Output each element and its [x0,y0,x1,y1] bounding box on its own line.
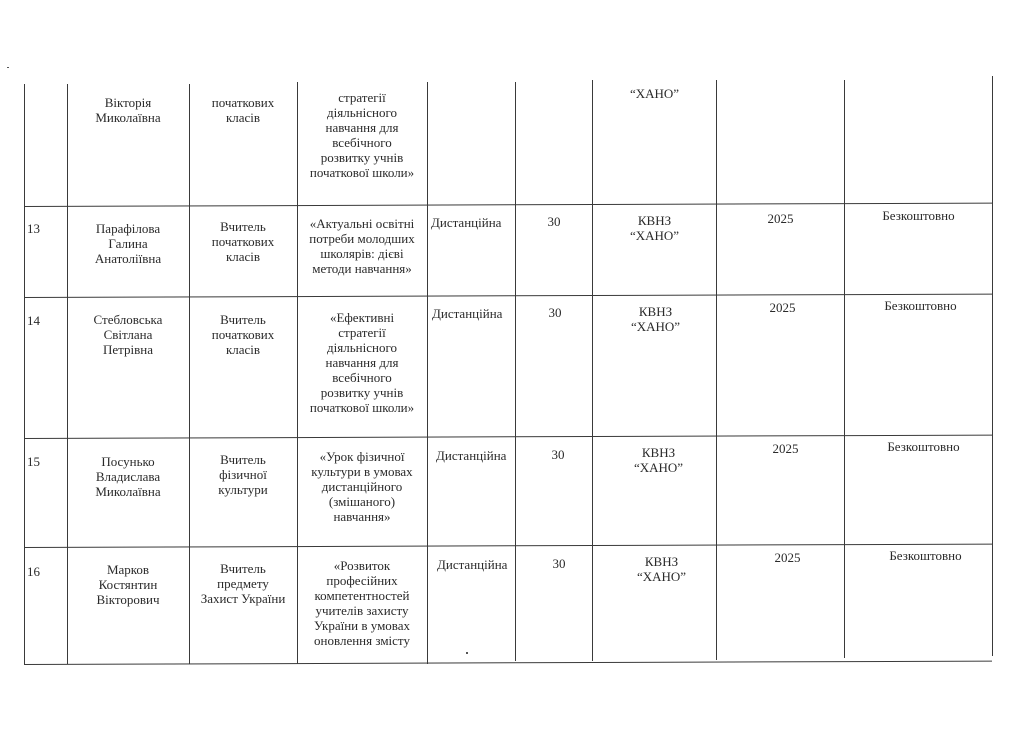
table-cell-name: Посунько Владислава Миколаївна [95,454,161,499]
table-cell-year: 2025 [767,211,794,226]
table-cell-hours: 30 [548,305,562,320]
table-cell-num: 15 [27,454,40,469]
row-divider [24,435,992,439]
table-cell-hours: 30 [552,556,566,571]
table-cell-num: 13 [27,221,40,236]
table-cell-position: Вчитель предмету Захист України [200,561,286,606]
table-cell-cost: Безкоштовно [887,439,960,454]
table-cell-name: Марков Костянтин Вікторович [96,562,160,607]
table-cell-num: 14 [27,313,40,328]
table-cell-provider: КВНЗ “ХАНО” [633,445,684,475]
scan-speck [7,67,9,68]
table-cell-topic: «Розвиток професійних компетентностей учителів захисту України в умовах оновлення змісту [313,558,411,648]
column-divider [592,80,593,661]
table-border-right [992,76,993,656]
table-cell-hours: 30 [547,214,561,229]
table-cell-year: 2025 [772,441,799,456]
table-cell-name: Парафілова Галина Анатоліївна [94,221,162,266]
column-divider [844,80,845,658]
table-cell-position: Вчитель фізичної культури [218,452,268,497]
table-cell-topic: стратегії діяльнісного навчання для всебічного розвитку учнів початкової школи» [309,90,415,180]
table-cell-provider: КВНЗ “ХАНО” [630,304,681,334]
table-cell-year: 2025 [774,550,801,565]
table-cell-form: Дистанційна [436,448,507,463]
table-border-left [24,84,25,664]
table-cell-position: Вчитель початкових класів [211,312,275,357]
table-cell-cost: Безкоштовно [884,298,957,313]
table-cell-topic: «Урок фізичної культури в умовах дистанційного (змішаного) навчання» [311,449,413,524]
table-cell-form: Дистанційна [431,215,502,230]
table-border-bottom [24,661,992,665]
table-cell-name: Вікторія Миколаївна [95,95,161,125]
table-cell-provider: КВНЗ “ХАНО” [629,213,680,243]
table-cell-cost: Безкоштовно [882,208,955,223]
table-cell-form: Дистанційна [432,306,503,321]
row-divider [24,203,992,207]
table-cell-cost: Безкоштовно [889,548,962,563]
table-cell-provider: “ХАНО” [629,86,680,101]
row-divider [24,544,992,548]
table-cell-form: Дистанційна [437,557,508,572]
column-divider [427,82,428,664]
table-cell-position: початкових класів [211,95,275,125]
scan-speck [466,652,468,654]
table-cell-num: 16 [27,564,40,579]
table-cell-year: 2025 [769,300,796,315]
table-cell-topic: «Ефективні стратегії діяльнісного навчання для всебічного розвитку учнів початкової школи» [309,310,415,415]
table-cell-provider: КВНЗ “ХАНО” [636,554,687,584]
table-cell-hours: 30 [551,447,565,462]
table-cell-position: Вчитель початкових класів [211,219,275,264]
table-cell-topic: «Актуальні освітні потреби молодших школярів: дієві методи навчання» [309,216,415,276]
table-cell-name: Стебловська Світлана Петрівна [93,312,163,357]
column-divider [515,82,516,661]
